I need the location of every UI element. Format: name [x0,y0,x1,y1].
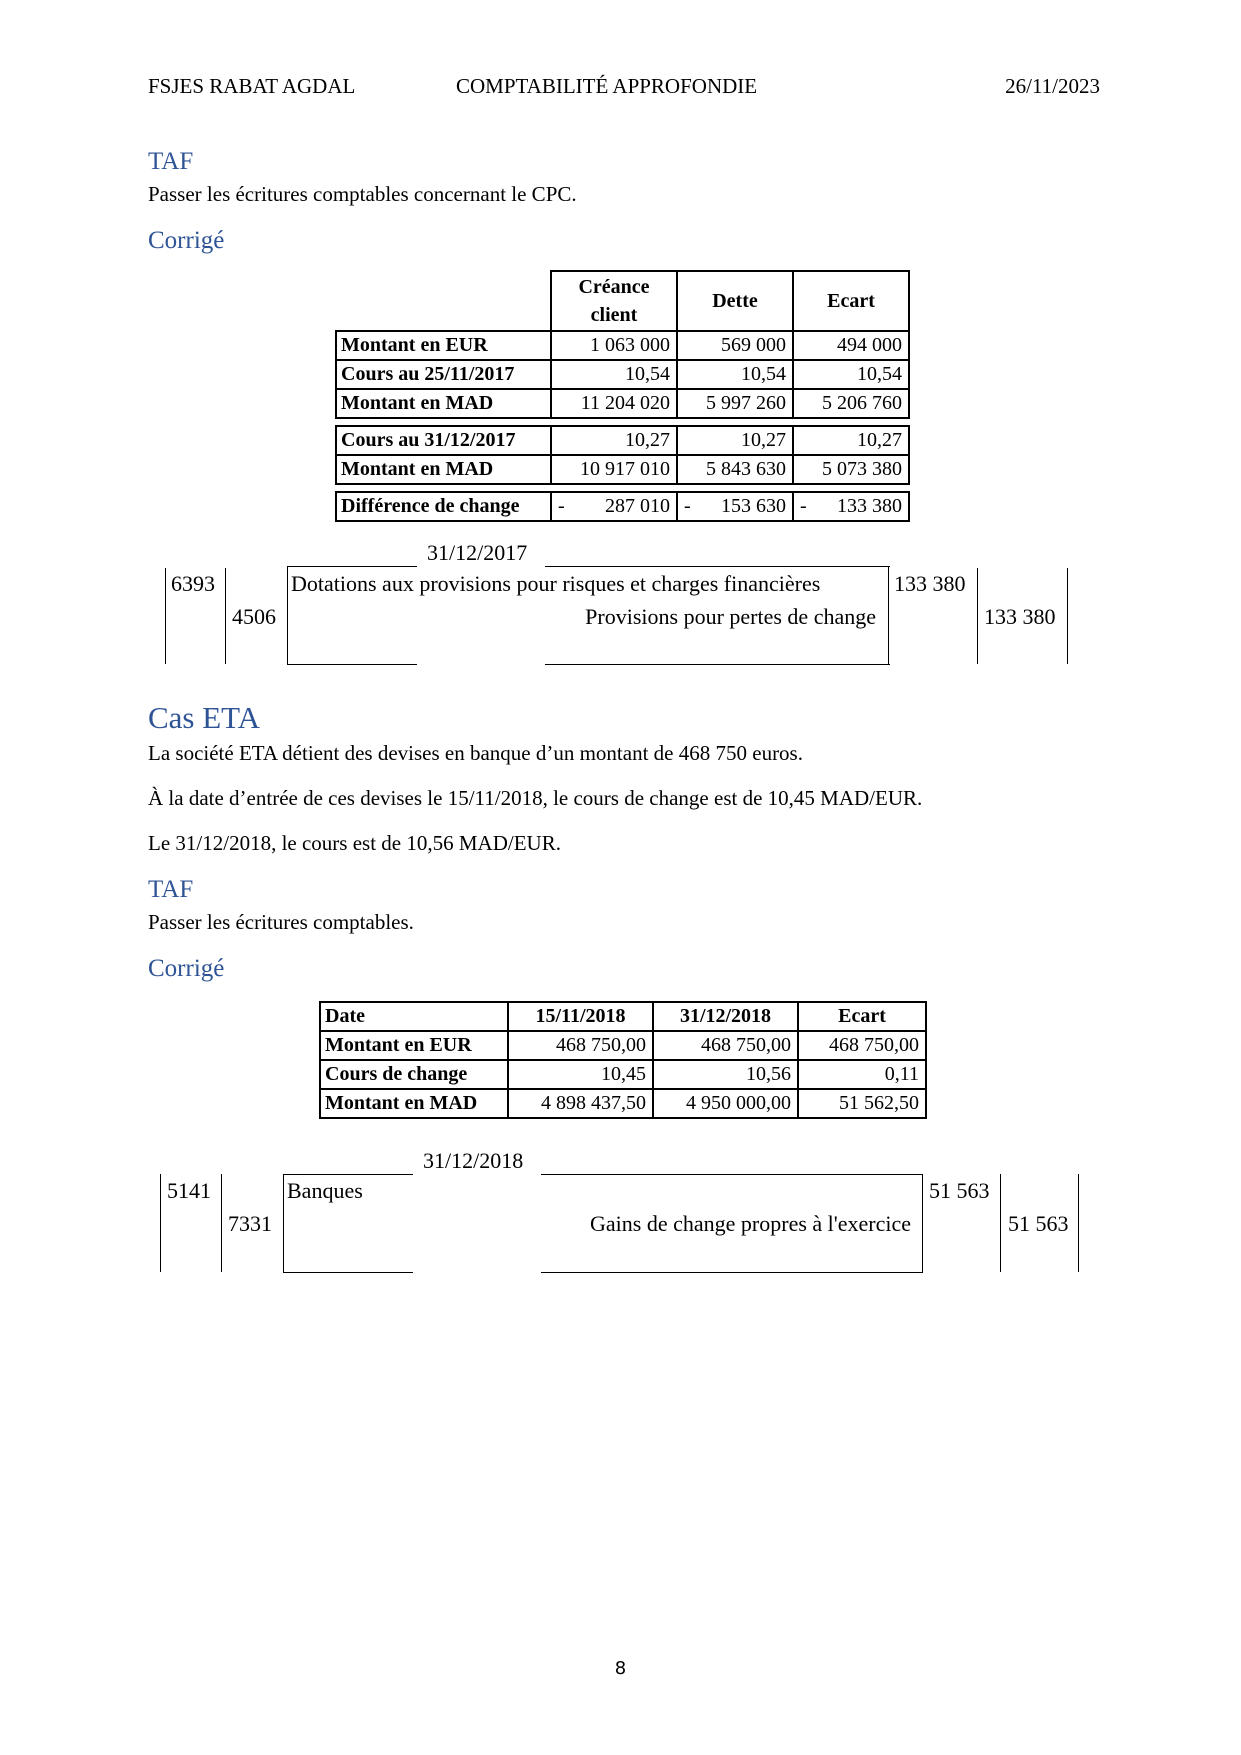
debit-amount: 133 380 [894,571,966,596]
table-row: Montant en EUR 1 063 000 569 000 494 000 [336,331,909,360]
journal-date: 31/12/2018 [423,1148,524,1173]
table-row: Cours de change 10,45 10,56 0,11 [320,1060,926,1089]
debit-account: 5141 [167,1178,211,1203]
corrige-heading: Corrigé [148,955,225,982]
debit-account: 6393 [171,571,215,596]
table-row: Cours au 31/12/2017 10,27 10,27 10,27 [336,426,909,455]
header-right: 26/11/2023 [1005,74,1100,98]
credit-label: Gains de change propres à l'exercice [590,1211,911,1236]
table-header-row [336,271,909,331]
journal-date: 31/12/2017 [427,540,528,565]
corrige-heading: Corrigé [148,227,225,254]
exchange-table-2 [319,1001,927,1119]
paragraph: La société ETA détient des devises en banque d’un montant de 468 750 euros. [148,741,803,765]
credit-account: 4506 [232,604,276,629]
table-header-row: Date 15/11/2018 31/12/2018 Ecart [320,1002,926,1031]
header-center: COMPTABILITÉ APPROFONDIE [456,74,758,98]
col-header-creance: Créance client [551,271,677,331]
table-row: Montant en MAD 10 917 010 5 843 630 5 073 380 [336,455,909,484]
credit-amount: 133 380 [984,604,1056,629]
taf-heading: TAF [148,876,194,903]
credit-account: 7331 [228,1211,272,1236]
table-row: Cours au 25/11/2017 10,54 10,54 10,54 [336,360,909,389]
credit-label: Provisions pour pertes de change [585,604,876,629]
taf-text: Passer les écritures comptables. [148,910,414,934]
taf-heading: TAF [148,148,194,175]
debit-label: Banques [287,1178,363,1203]
col-header-dette: Dette [677,271,793,331]
table-row: Montant en EUR 468 750,00 468 750,00 468 750,00 [320,1031,926,1060]
credit-amount: 51 563 [1008,1211,1069,1236]
header-left: FSJES RABAT AGDAL [148,74,356,98]
table-row-difference: Différence de change - 287 010 - 153 630 - 133 380 [336,492,909,521]
debit-amount: 51 563 [929,1178,990,1203]
paragraph: Le 31/12/2018, le cours est de 10,56 MAD/EUR. [148,831,561,855]
section-title: Cas ETA [148,700,261,735]
table-row: Montant en MAD 11 204 020 5 997 260 5 206 760 [336,389,909,418]
debit-label: Dotations aux provisions pour risques et charges financières [291,571,821,596]
table-row: Montant en MAD 4 898 437,50 4 950 000,00 51 562,50 [320,1089,926,1118]
paragraph: À la date d’entrée de ces devises le 15/11/2018, le cours de change est de 10,45 MAD/EUR. [148,786,923,810]
page-number: 8 [614,1658,627,1679]
col-header-ecart: Ecart [793,271,909,331]
taf-text: Passer les écritures comptables concernant le CPC. [148,182,577,206]
exchange-table-1 [335,270,910,522]
